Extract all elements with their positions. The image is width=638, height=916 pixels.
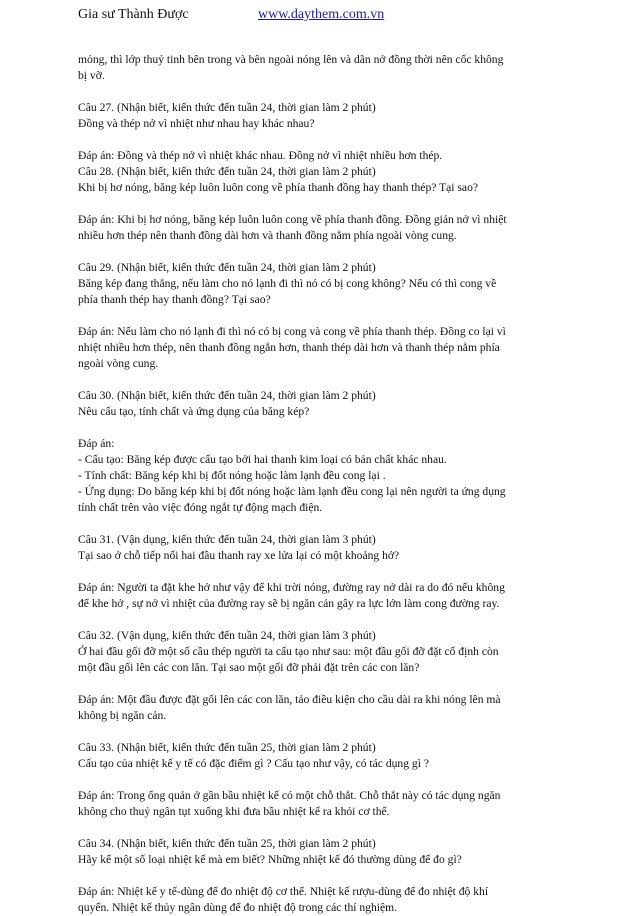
text-line: để khe hở , sự nở vì nhiệt của đường ray sẽ bị ngăn cản gây ra lực lớn làm cong đường ray. <box>78 597 500 610</box>
text-line: không bị ngăn cản. <box>78 709 167 722</box>
text-line: mỏng, thì lớp thuỷ tinh bên trong và bên ngoài nóng lên và dãn nở đồng thời nên cốc không <box>78 53 504 66</box>
text-line: Đáp án: Người ta đặt khe hở như vậy để khi trời nóng, đường ray nở dài ra do đó nếu không <box>78 581 505 594</box>
text-line: Câu 34. (Nhận biết, kiến thức đến tuần 25, thời gian làm 2 phút) <box>78 837 376 850</box>
text-line: nhiệt nhiều hơn thép, nên thanh đồng ngắn hơn, thanh thép dài hơn và thanh thép nằm phía <box>78 341 500 354</box>
text-line: Câu 28. (Nhận biết, kiến thức đến tuần 24, thời gian làm 2 phút) <box>78 165 376 178</box>
text-line: Câu 29. (Nhận biết, kiến thức đến tuần 24, thời gian làm 2 phút) <box>78 261 376 274</box>
blank-line <box>78 132 568 148</box>
blank-line <box>78 84 568 100</box>
blank-line <box>78 516 568 532</box>
text-line: Đáp án: Khi bị hơ nóng, băng kép luôn luôn cong về phía thanh đồng. Đồng giản nở vì nhiệt <box>78 213 507 226</box>
text-line: phía thanh thép hay thanh đồng? Tại sao? <box>78 293 271 306</box>
text-line: bị vỡ. <box>78 69 105 82</box>
text-line: Câu 30. (Nhận biết, kiến thức đến tuần 24, thời gian làm 2 phút) <box>78 389 376 402</box>
text-line: Đồng và thép nở vì nhiệt như nhau hay khác nhau? <box>78 117 315 130</box>
blank-line <box>78 772 568 788</box>
text-line: Băng kép đang thẳng, nếu làm cho nó lạnh đi thì nó có bị cong không? Nếu có thì cong về <box>78 277 497 290</box>
blank-line <box>78 612 568 628</box>
text-line: Khi bị hơ nóng, băng kép luôn luôn cong về phía thanh đồng hay thanh thép? Tại sao? <box>78 181 479 194</box>
text-line: nhiều hơn thép nên thanh đồng dài hơn và thanh đồng nằm phía ngoài vòng cung. <box>78 229 457 242</box>
header-author: Gia sư Thành Được <box>78 7 189 22</box>
text-line: Đáp án: Nhiệt kế y tế-dùng để đo nhiệt độ cơ thể. Nhiệt kế rượu-dùng để đo nhiệt độ khí <box>78 885 489 898</box>
text-line: Nêu cấu tạo, tính chất và ứng dụng của băng kép? <box>78 405 310 418</box>
blank-line <box>78 308 568 324</box>
blank-line <box>78 724 568 740</box>
text-line: - Ứng dụng: Do băng kép khi bị đốt nóng hoặc làm lạnh đều cong lại nên người ta ứng dụng <box>78 485 506 498</box>
text-line: - Cấu tạo: Băng kép được cấu tạo bởi hai thanh kim loại có bản chất khác nhau. <box>78 453 447 466</box>
blank-line <box>78 372 568 388</box>
text-line: - Tính chất: Băng kép khi bị đốt nóng hoặc làm lạnh đều cong lại . <box>78 469 386 482</box>
text-line: tính chất trên vào việc đóng ngắt tự động mạch điện. <box>78 501 323 514</box>
text-line: quyển. Nhiệt kế thủy ngân dùng để đo nhiệt độ trong các thí nghiệm. <box>78 901 398 914</box>
text-line: Câu 31. (Vận dụng, kiến thức đến tuần 24, thời gian làm 3 phút) <box>78 533 376 546</box>
blank-line <box>78 564 568 580</box>
text-line: Câu 32. (Vận dụng, kiến thức đến tuần 24, thời gian làm 3 phút) <box>78 629 376 642</box>
text-line: không cho thuỷ ngân tụt xuống khi đưa bầu nhiệt kế ra khỏi cơ thể. <box>78 805 390 818</box>
text-line: Đáp án: Đồng và thép nở vì nhiệt khác nhau. Đồng nở vì nhiệt nhiều hơn thép. <box>78 149 443 162</box>
blank-line <box>78 244 568 260</box>
text-line: Đáp án: Trong ống quản ở gần bầu nhiệt kế có một chỗ thắt. Chỗ thắt này có tác dụng ngăn <box>78 789 501 802</box>
text-line: Ở hai đầu gối đỡ một số cầu thép người ta cấu tạo như sau: một đầu gối đỡ đặt cố định còn <box>78 645 499 658</box>
text-line: Hãy kể một số loại nhiệt kế mà em biết? Những nhiệt kế đó thường dùng để đo gì? <box>78 853 462 866</box>
blank-line <box>78 868 568 884</box>
document-body <box>78 52 568 916</box>
text-line: ngoài vòng cung. <box>78 357 159 370</box>
blank-line <box>78 820 568 836</box>
text-line: Câu 27. (Nhận biết, kiến thức đến tuần 24, thời gian làm 2 phút) <box>78 101 376 114</box>
header-website-link[interactable]: www.daythem.com.vn <box>258 7 385 22</box>
blank-line <box>78 196 568 212</box>
text-line: Tại sao ở chỗ tiếp nối hai đầu thanh ray xe lửa lại có một khoảng hở? <box>78 549 400 562</box>
text-line: Đáp án: Một đầu được đặt gối lên các con lăn, tảo điều kiện cho cầu dài ra khi nóng lên mà <box>78 693 501 706</box>
text-line: Câu 33. (Nhận biết, kiến thức đến tuần 25, thời gian làm 2 phút) <box>78 741 376 754</box>
blank-line <box>78 420 568 436</box>
text-line: Cấu tạo của nhiệt kế y tế có đặc điểm gì ? Cấu tạo như vậy, có tác dụng gì ? <box>78 757 429 770</box>
text-line: Đáp án: Nếu làm cho nó lạnh đi thì nó có bị cong và cong về phía thanh thép. Đồng co lại vì <box>78 325 506 338</box>
blank-line <box>78 676 568 692</box>
text-line: Đáp án: <box>78 437 115 450</box>
text-line: một đầu gối lên các con lăn. Tại sao một gối đỡ phải đặt trên các con lăn? <box>78 661 420 674</box>
